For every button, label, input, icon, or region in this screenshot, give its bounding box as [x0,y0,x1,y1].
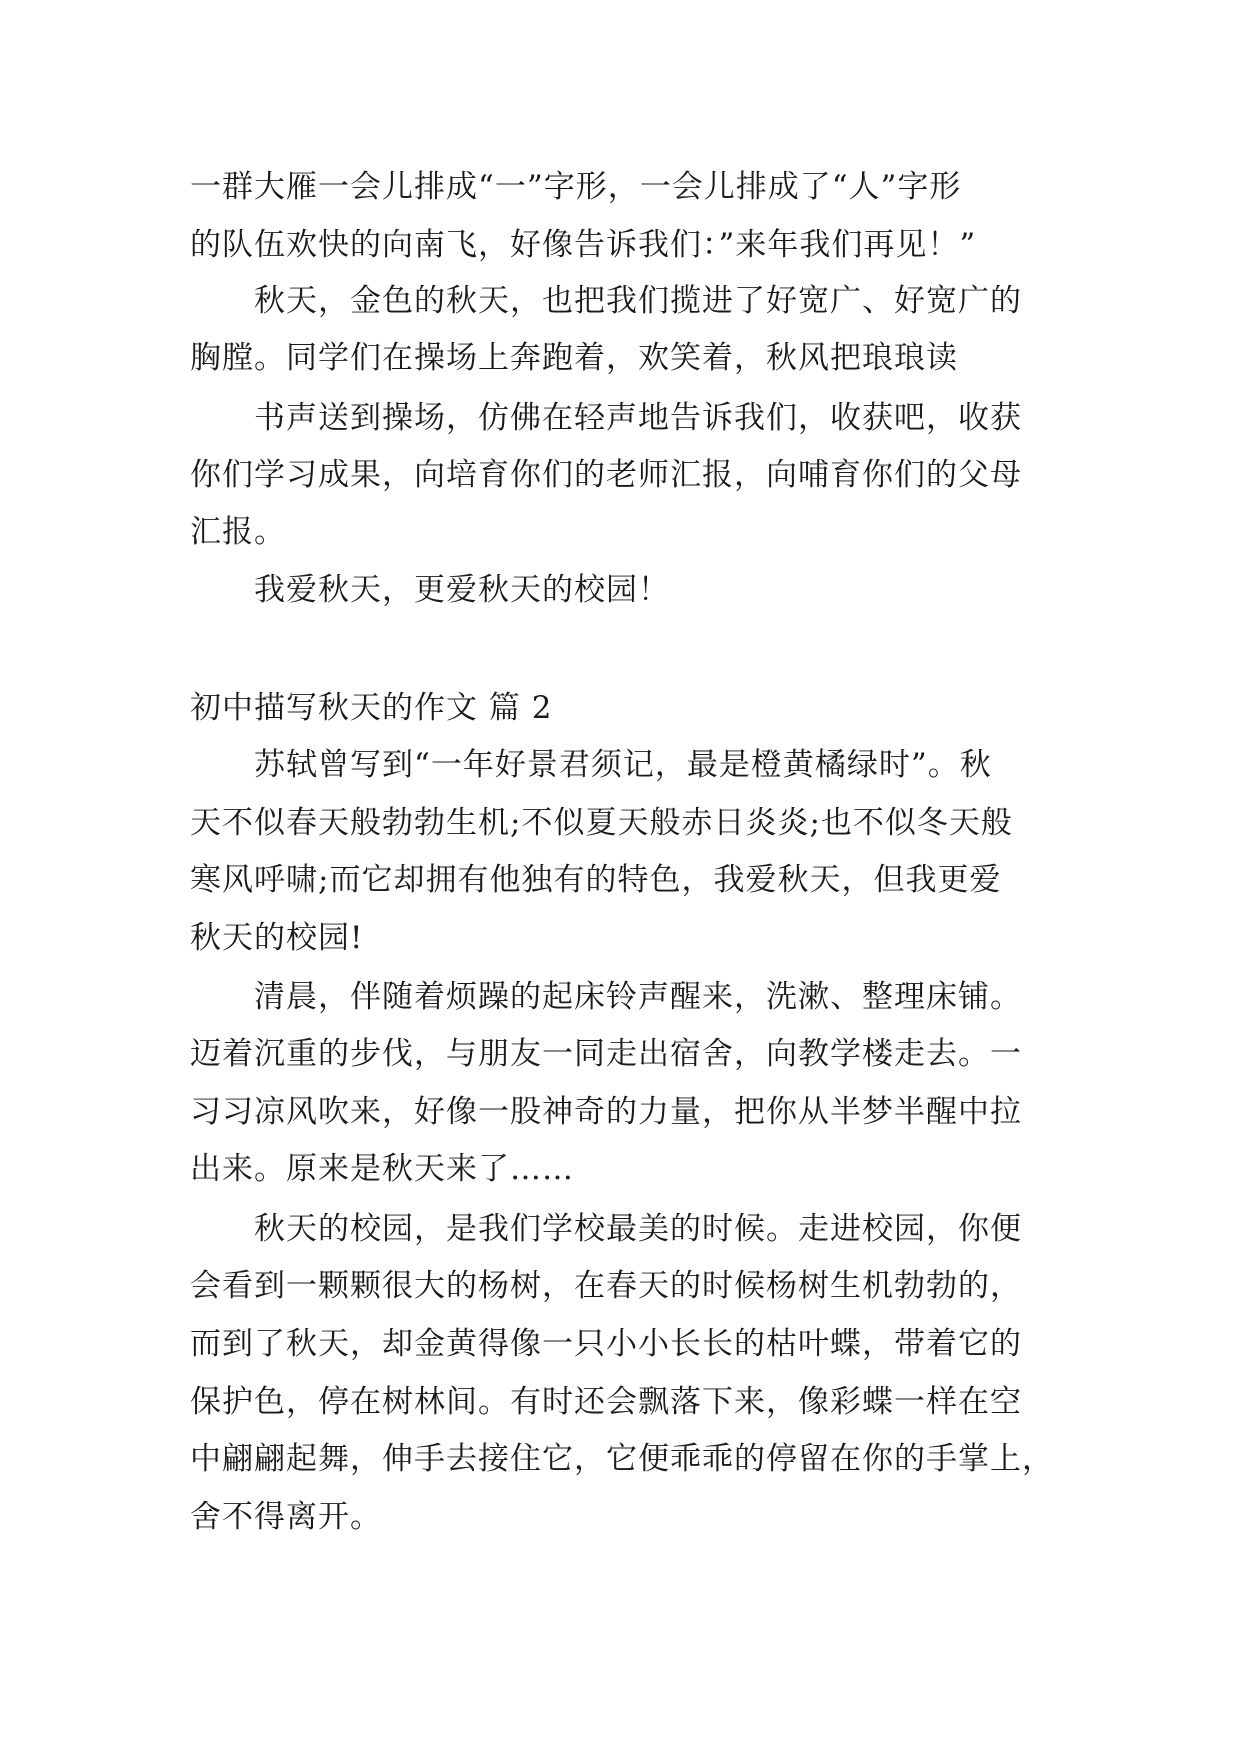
text-line: 的队伍欢快的向南飞，好像告诉我们：”来年我们再见！” [190,227,977,263]
text-line: 书声送到操场，仿佛在轻声地告诉我们，收获吧，收获 [254,400,1022,436]
text-line: 会看到一颗颗很大的杨树，在春天的时候杨树生机勃勃的， [190,1268,1022,1304]
text-line: 秋天的校园! [190,920,364,956]
text-line: 天不似春天般勃勃生机;不似夏天般赤日炎炎;也不似冬天般 [190,805,1013,841]
text-line: 苏轼曾写到“一年好景君须记，最是橙黄橘绿时”。秋 [254,747,992,783]
text-line: 中翩翩起舞，伸手去接住它，它便乖乖的停留在你的手掌上， [190,1441,1054,1477]
text-line: 胸膛。同学们在操场上奔跑着，欢笑着，秋风把琅琅读 [190,340,958,376]
text-line: 而到了秋天，却金黄得像一只小小长长的枯叶蝶，带着它的 [190,1326,1022,1362]
text-line: 寒风呼啸;而它却拥有他独有的特色，我爱秋天，但我更爱 [190,862,1002,898]
text-line: 保护色，停在树林间。有时还会飘落下来，像彩蝶一样在空 [190,1384,1022,1420]
text-line: 我爱秋天，更爱秋天的校园！ [254,572,670,608]
text-line: 出来。原来是秋天来了…… [190,1151,574,1187]
text-line: 你们学习成果，向培育你们的老师汇报，向哺育你们的父母 [190,457,1022,493]
text-line: 秋天的校园，是我们学校最美的时候。走进校园，你便 [254,1211,1022,1247]
text-line: 一群大雁一会儿排成“一”字形，一会儿排成了“人”字形 [190,169,962,205]
text-line: 迈着沉重的步伐，与朋友一同走出宿舍，向教学楼走去。一 [190,1036,1022,1072]
text-line: 清晨，伴随着烦躁的起床铃声醒来，洗漱、整理床铺。 [254,979,1022,1015]
text-line: 舍不得离开。 [190,1499,382,1535]
text-line: 习习凉风吹来，好像一股神奇的力量，把你从半梦半醒中拉 [190,1094,1022,1130]
text-line: 汇报。 [190,514,286,550]
section-heading: 初中描写秋天的作文 篇 2 [190,690,553,726]
text-line: 秋天，金色的秋天，也把我们揽进了好宽广、好宽广的 [254,283,1022,319]
